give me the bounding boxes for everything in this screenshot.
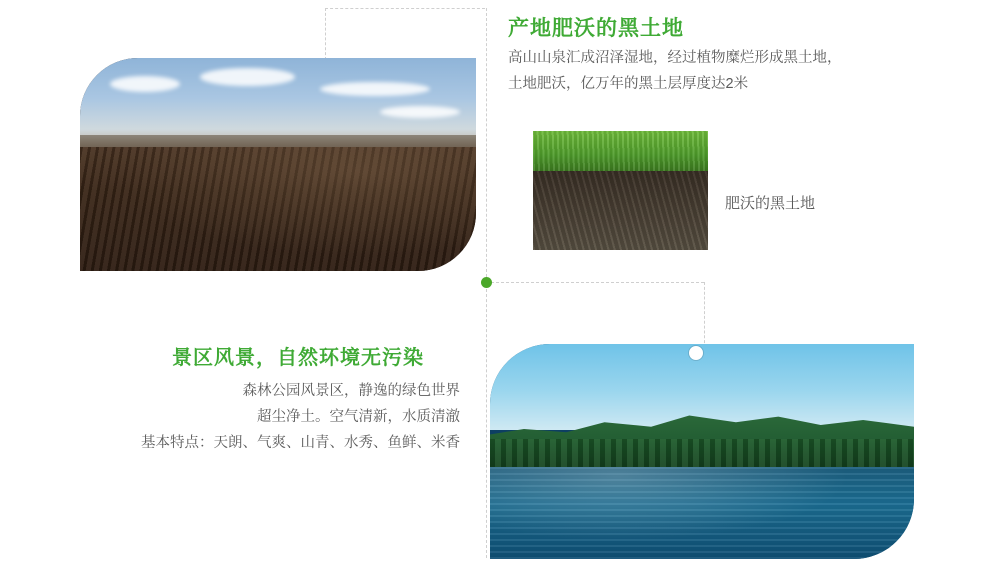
top-section-title: 产地肥沃的黑土地 — [508, 17, 684, 40]
soil-cross-section-photo — [533, 131, 708, 250]
lake-photo-sky — [490, 344, 914, 430]
soil-photo-caption: 肥沃的黑土地 — [725, 195, 816, 212]
connector-line-middle-horizontal — [486, 282, 704, 283]
field-photo-soil — [80, 147, 476, 271]
top-paragraph-line-1: 高山山泉汇成沼泽湿地，经过植物糜烂形成黑土地， — [508, 50, 842, 66]
bottom-paragraph-line-1: 森林公园风景区，静逸的绿色世界 — [242, 383, 460, 399]
field-photo — [80, 58, 476, 271]
connector-endpoint-dot — [689, 346, 703, 360]
top-paragraph-line-2: 土地肥沃，亿万年的黑土层厚度达2米 — [508, 76, 749, 92]
lake-photo-forest — [490, 439, 914, 469]
cloud-icon — [110, 76, 180, 92]
connector-line-top-vertical — [325, 8, 326, 60]
soil-photo-grass — [533, 131, 708, 171]
soil-photo-dirt — [533, 171, 708, 250]
bottom-section-paragraph — [118, 378, 460, 456]
cloud-icon — [200, 68, 295, 86]
lake-photo — [490, 344, 914, 559]
connector-line-top-horizontal — [325, 8, 485, 9]
cloud-icon — [320, 82, 430, 96]
bottom-paragraph-line-2: 超尘净土。空气清新，水质清澈 — [257, 409, 460, 425]
top-section-paragraph — [508, 45, 908, 97]
connector-dot-middle — [481, 277, 492, 288]
cloud-icon — [380, 106, 460, 118]
bottom-paragraph-line-3: 基本特点：天朗、气爽、山青、水秀、鱼鲜、米香 — [141, 435, 460, 451]
lake-photo-water — [490, 467, 914, 559]
connector-line-lake-vertical — [704, 282, 705, 348]
bottom-section-title: 景区风景，自然环境无污染 — [172, 347, 424, 369]
